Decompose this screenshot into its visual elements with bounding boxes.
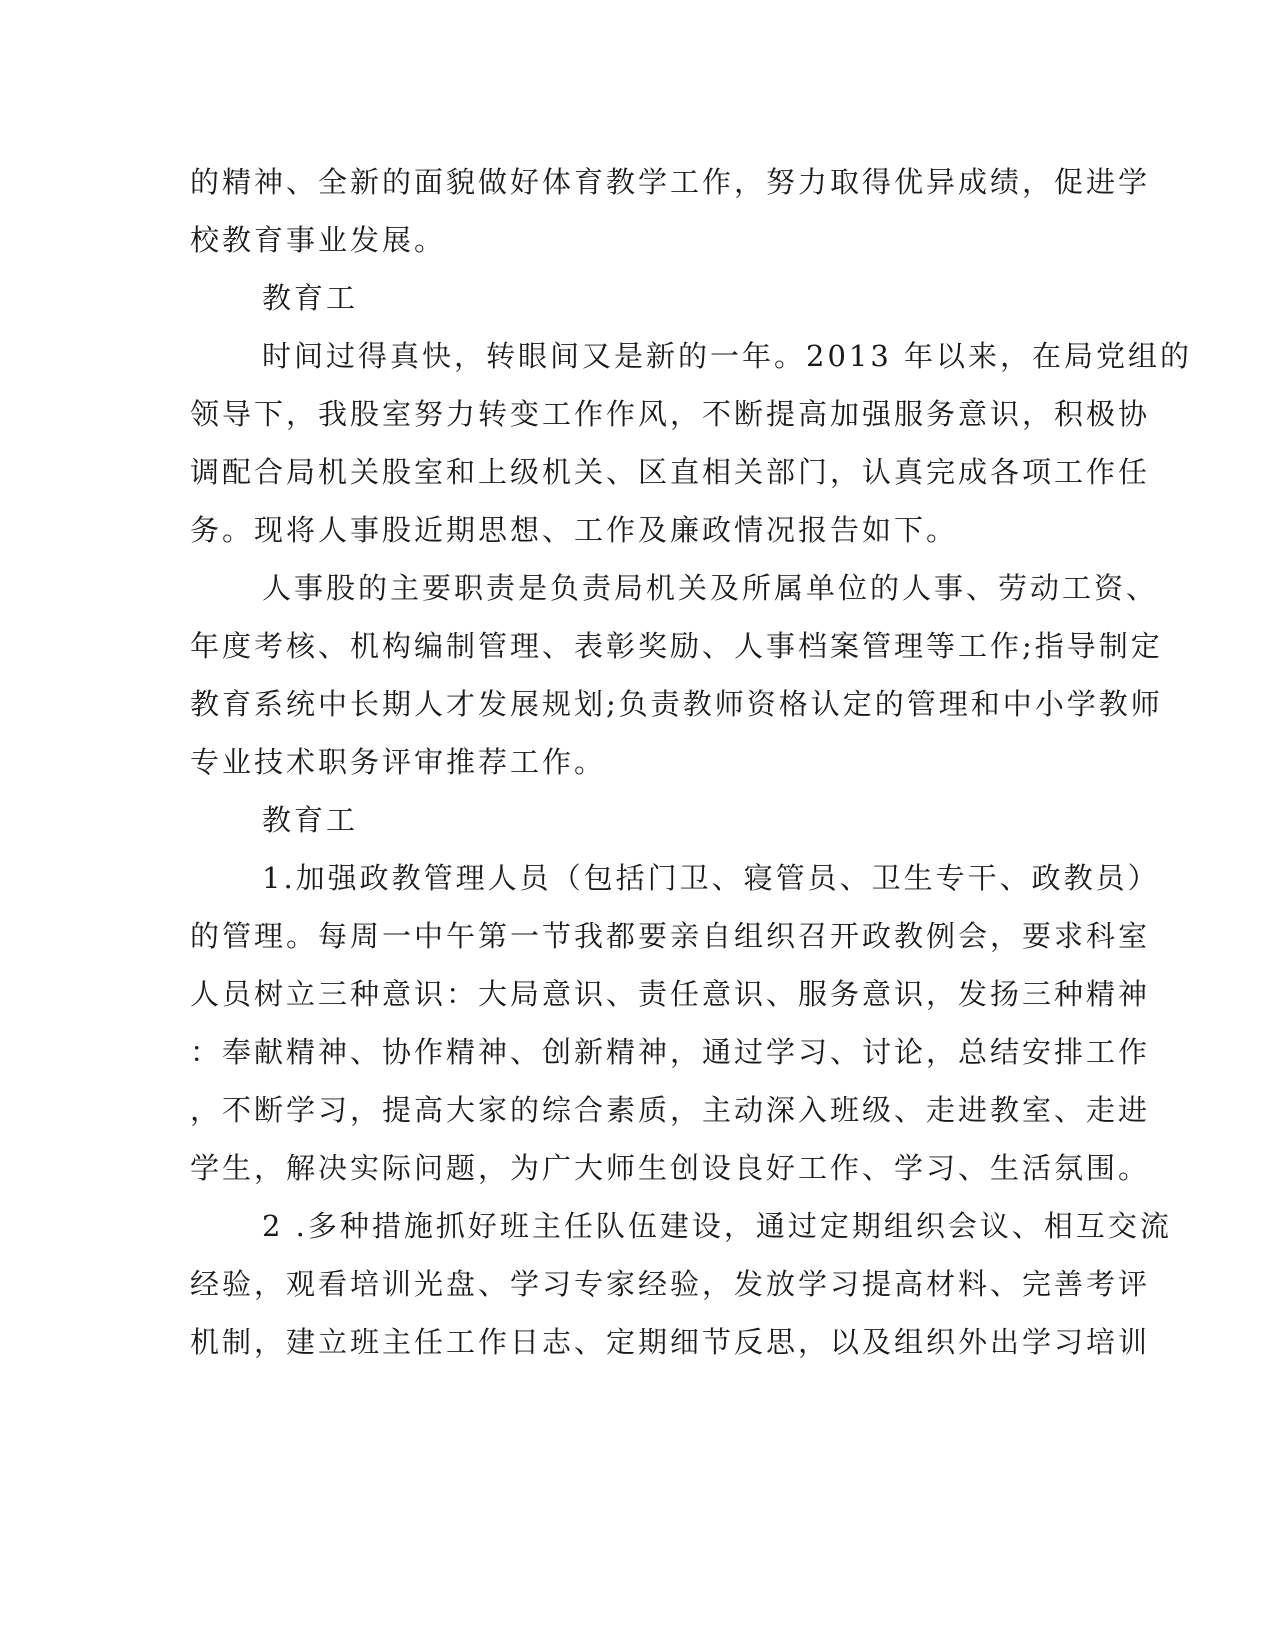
text-line: ，不断学习，提高大家的综合素质，主动深入班级、走进教室、走进 — [190, 1093, 1151, 1127]
text-line: 学生，解决实际问题，为广大师生创设良好工作、学习、生活氛围。 — [190, 1151, 1151, 1185]
text-line: 务。现将人事股近期思想、工作及廉政情况报告如下。 — [190, 513, 959, 547]
text-line: ：奉献精神、协作精神、创新精神，通过学习、讨论，总结安排工作 — [190, 1035, 1151, 1069]
text-line: 调配合局机关股室和上级机关、区直相关部门，认真完成各项工作任 — [190, 455, 1151, 489]
text-line: 年度考核、机构编制管理、表彰奖励、人事档案管理等工作;指导制定 — [190, 629, 1163, 663]
section-heading: 教育工 — [262, 803, 359, 837]
text-line: 机制，建立班主任工作日志、定期细节反思，以及组织外出学习培训 — [190, 1325, 1151, 1359]
text-line: 专业技术职务评审推荐工作。 — [190, 745, 607, 779]
paragraph-start: 1.加强政教管理人员（包括门卫、寝管员、卫生专干、政教员） — [262, 861, 1160, 895]
text-line: 经验，观看培训光盘、学习专家经验，发放学习提高材料、完善考评 — [190, 1267, 1151, 1301]
text-line: 的精神、全新的面貌做好体育教学工作，努力取得优异成绩，促进学 — [190, 165, 1151, 199]
text-line: 领导下，我股室努力转变工作作风，不断提高加强服务意识，积极协 — [190, 397, 1151, 431]
section-heading: 教育工 — [262, 281, 359, 315]
text-line: 校教育事业发展。 — [190, 223, 447, 257]
paragraph-start: 2 .多种措施抓好班主任队伍建设，通过定期组织会议、相互交流 — [262, 1209, 1172, 1243]
text-line: 人员树立三种意识：大局意识、责任意识、服务意识，发扬三种精神 — [190, 977, 1151, 1011]
paragraph-start: 时间过得真快，转眼间又是新的一年。2013 年以来，在局党组的 — [262, 339, 1193, 373]
paragraph-start: 人事股的主要职责是负责局机关及所属单位的人事、劳动工资、 — [262, 571, 1159, 605]
text-line: 的管理。每周一中午第一节我都要亲自组织召开政教例会，要求科室 — [190, 919, 1151, 953]
text-line: 教育系统中长期人才发展规划;负责教师资格认定的管理和中小学教师 — [190, 687, 1163, 721]
